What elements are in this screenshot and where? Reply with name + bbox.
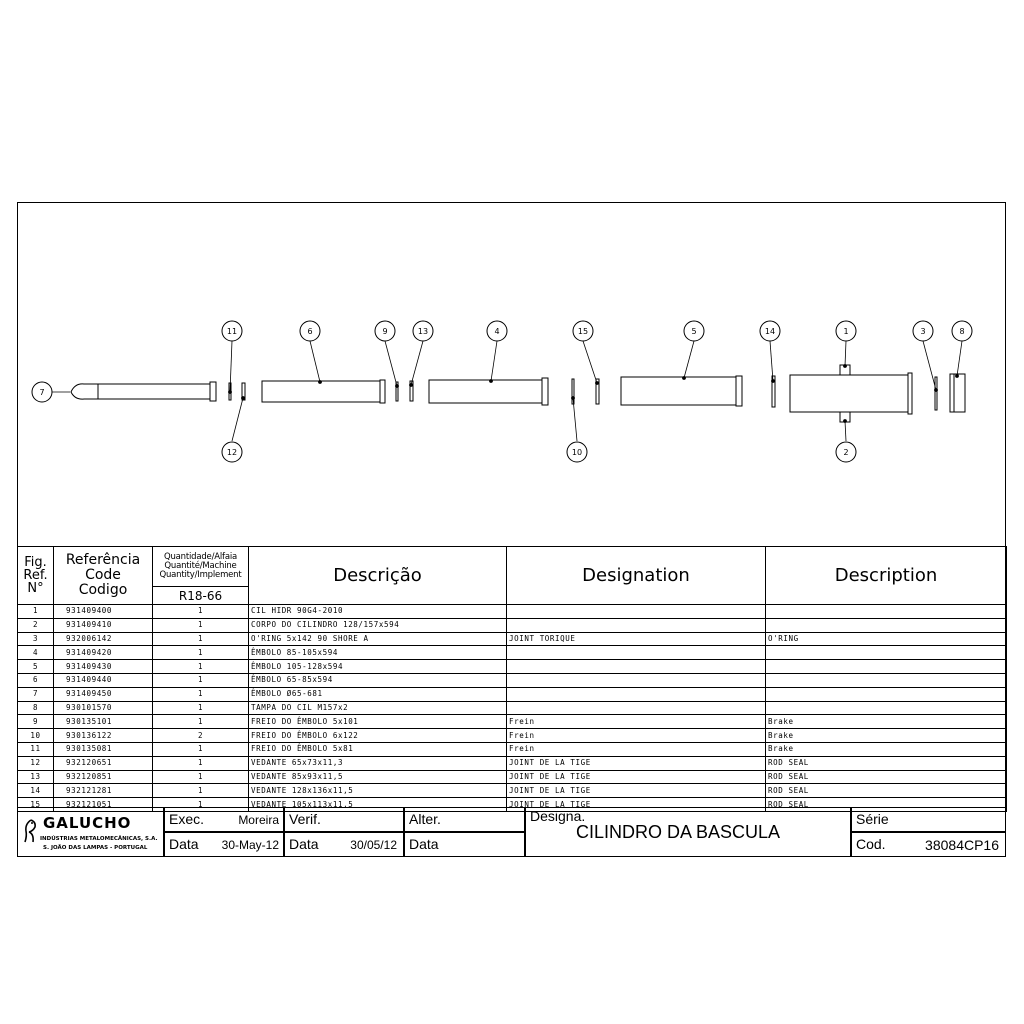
fig-cell: 7 [18,687,54,701]
code-cell: 931409450 [54,687,153,701]
qty-cell: 1 [153,605,249,619]
fig-cell: 15 [18,798,54,812]
descricao-cell: CORPO DO CILINDRO 128/157x594 [249,618,507,632]
exec-value: Moreira [238,813,279,827]
title-block [17,807,1006,857]
qty-cell: 1 [153,632,249,646]
alter-cell [404,807,525,832]
designa-cell [525,807,851,857]
description-cell [766,701,1007,715]
designation-cell [507,618,766,632]
designation-cell [507,673,766,687]
balloon-label-12: 12 [226,448,238,457]
table-row [18,660,1007,674]
code-cell: 932120651 [54,756,153,770]
table-row [18,742,1007,756]
code-cell: 932006142 [54,632,153,646]
qty-cell: 1 [153,673,249,687]
balloon-label-9: 9 [382,327,388,336]
part-6-piston [262,380,385,403]
fig-cell: 4 [18,646,54,660]
code-cell: 931409430 [54,660,153,674]
code-cell: 930135101 [54,715,153,729]
descricao-cell: FREIO DO ÊMBOLO 5x101 [249,715,507,729]
code-cell: 930101570 [54,701,153,715]
verif-date-cell [284,832,404,857]
descricao-cell: ÊMBOLO 85-105x594 [249,646,507,660]
description-cell: Brake [766,729,1007,743]
qty-cell: 1 [153,756,249,770]
description-cell: ROD SEAL [766,784,1007,798]
part-8-cap [950,374,965,412]
table-row [18,687,1007,701]
exec-label: Exec. [169,811,205,827]
table-row [18,756,1007,770]
fig-cell: 14 [18,784,54,798]
qty-cell: 1 [153,660,249,674]
part-2-cylinder-body [790,365,912,422]
descricao-cell: VEDANTE 128x136x11,5 [249,784,507,798]
designation-cell [507,687,766,701]
table-row [18,673,1007,687]
designation-cell: Frein [507,729,766,743]
verif-date-value: 30/05/12 [350,838,397,852]
logo-cell [17,807,164,857]
description-cell: Brake [766,742,1007,756]
designation-cell: Frein [507,742,766,756]
balloon-label-11: 11 [226,327,238,336]
exec-cell [164,807,284,832]
designation-cell: JOINT DE LA TIGE [507,784,766,798]
qty-cell: 1 [153,701,249,715]
fig-cell: 10 [18,729,54,743]
header-description: Description [766,547,1007,605]
table-row [18,729,1007,743]
galucho-logo-icon [21,818,41,844]
descricao-cell: VEDANTE 85x93x11,5 [249,770,507,784]
descricao-cell: VEDANTE 65x73x11,3 [249,756,507,770]
balloon-label-2: 2 [843,448,849,457]
header-quantity: Quantidade/Alfaia Quantité/Machine Quantity/Implement [153,547,249,587]
qty-cell: 1 [153,742,249,756]
balloon-label-5: 5 [691,327,697,336]
table-row [18,646,1007,660]
exec-date-label: Data [169,836,199,852]
alter-date-cell [404,832,525,857]
designation-cell: JOINT TORIQUE [507,632,766,646]
descricao-cell: VEDANTE 105x113x11,5 [249,798,507,812]
fig-cell: 13 [18,770,54,784]
fig-cell: 8 [18,701,54,715]
qty-cell: 1 [153,770,249,784]
balloon-label-3: 3 [920,327,926,336]
fig-cell: 5 [18,660,54,674]
descricao-cell: TAMPA DO CIL M157x2 [249,701,507,715]
designation-cell [507,701,766,715]
part-4-piston [429,378,548,405]
description-cell [766,646,1007,660]
designation-cell [507,660,766,674]
designation-cell: JOINT DE LA TIGE [507,756,766,770]
code-cell: 931409420 [54,646,153,660]
code-cell: 932121281 [54,784,153,798]
cod-cell [851,832,1006,857]
description-cell: ROD SEAL [766,770,1007,784]
exec-date-cell [164,832,284,857]
balloon-label-6: 6 [307,327,313,336]
logo-line-1: INDÚSTRIAS METALOMECÂNICAS, S.A. [40,836,158,842]
designation-cell [507,605,766,619]
fig-cell: 3 [18,632,54,646]
code-cell: 930136122 [54,729,153,743]
logo-line-2: S. JOÃO DAS LAMPAS - PORTUGAL [43,845,148,851]
code-cell: 931409400 [54,605,153,619]
descricao-cell: O'RING 5x142 90 SHORE A [249,632,507,646]
table-row [18,715,1007,729]
description-cell: ROD SEAL [766,756,1007,770]
designation-cell: JOINT DE LA TIGE [507,798,766,812]
description-cell [766,673,1007,687]
fig-cell: 6 [18,673,54,687]
code-cell: 932120851 [54,770,153,784]
balloon-label-8: 8 [959,327,965,336]
serie-cell [851,807,1006,832]
qty-cell: 1 [153,646,249,660]
fig-cell: 9 [18,715,54,729]
qty-cell: 2 [153,729,249,743]
code-cell: 931409410 [54,618,153,632]
fig-cell: 12 [18,756,54,770]
description-cell: O'RING [766,632,1007,646]
table-row [18,632,1007,646]
designation-cell: JOINT DE LA TIGE [507,770,766,784]
table-row [18,605,1007,619]
balloon-label-1: 1 [843,327,849,336]
descricao-cell: CIL HIDR 90G4-2010 [249,605,507,619]
parts-table [17,546,1007,812]
balloon-label-4: 4 [494,327,500,336]
designa-label: Designa. [530,808,586,824]
header-designation: Designation [507,547,766,605]
description-cell [766,618,1007,632]
part-7-rod [71,382,216,401]
header-reference: Referência Code Codigo [54,547,153,605]
serie-label: Série [856,811,889,827]
balloon-label-13: 13 [417,327,429,336]
alter-label: Alter. [409,811,441,827]
descricao-cell: ÊMBOLO 65-85x594 [249,673,507,687]
code-cell: 932121051 [54,798,153,812]
description-cell: Brake [766,715,1007,729]
header-quantity-model: R18-66 [153,587,249,605]
fig-cell: 2 [18,618,54,632]
qty-cell: 1 [153,618,249,632]
balloon-label-15: 15 [577,327,589,336]
table-row [18,701,1007,715]
descricao-cell: FREIO DO ÊMBOLO 5x81 [249,742,507,756]
part-3-oring [935,377,937,410]
verif-cell [284,807,404,832]
description-cell [766,660,1007,674]
descricao-cell: ÊMBOLO 105-128x594 [249,660,507,674]
table-row [18,770,1007,784]
verif-date-label: Data [289,836,319,852]
cod-label: Cod. [856,836,886,852]
balloon-label-10: 10 [571,448,583,457]
exec-date-value: 30-May-12 [221,838,279,852]
designation-cell: Frein [507,715,766,729]
table-row [18,618,1007,632]
fig-cell: 11 [18,742,54,756]
description-cell [766,605,1007,619]
qty-cell: 1 [153,715,249,729]
qty-cell: 1 [153,798,249,812]
verif-label: Verif. [289,811,321,827]
fig-cell: 1 [18,605,54,619]
descricao-cell: ÊMBOLO Ø65-681 [249,687,507,701]
code-cell: 931409440 [54,673,153,687]
logo-name: GALUCHO [43,814,132,832]
balloon-label-7: 7 [39,388,45,397]
descricao-cell: FREIO DO ÊMBOLO 6x122 [249,729,507,743]
code-cell: 930135081 [54,742,153,756]
description-cell [766,687,1007,701]
designation-cell [507,646,766,660]
qty-cell: 1 [153,784,249,798]
description-cell: ROD SEAL [766,798,1007,812]
header-descricao: Descrição [249,547,507,605]
part-5-piston [621,376,742,406]
designa-value: CILINDRO DA BASCULA [576,822,781,842]
qty-cell: 1 [153,687,249,701]
table-row [18,784,1007,798]
header-fig-ref: Fig. Ref. N° [18,547,54,605]
balloon-label-14: 14 [764,327,776,336]
cod-value: 38084CP16 [925,837,999,853]
alter-date-label: Data [409,836,439,852]
